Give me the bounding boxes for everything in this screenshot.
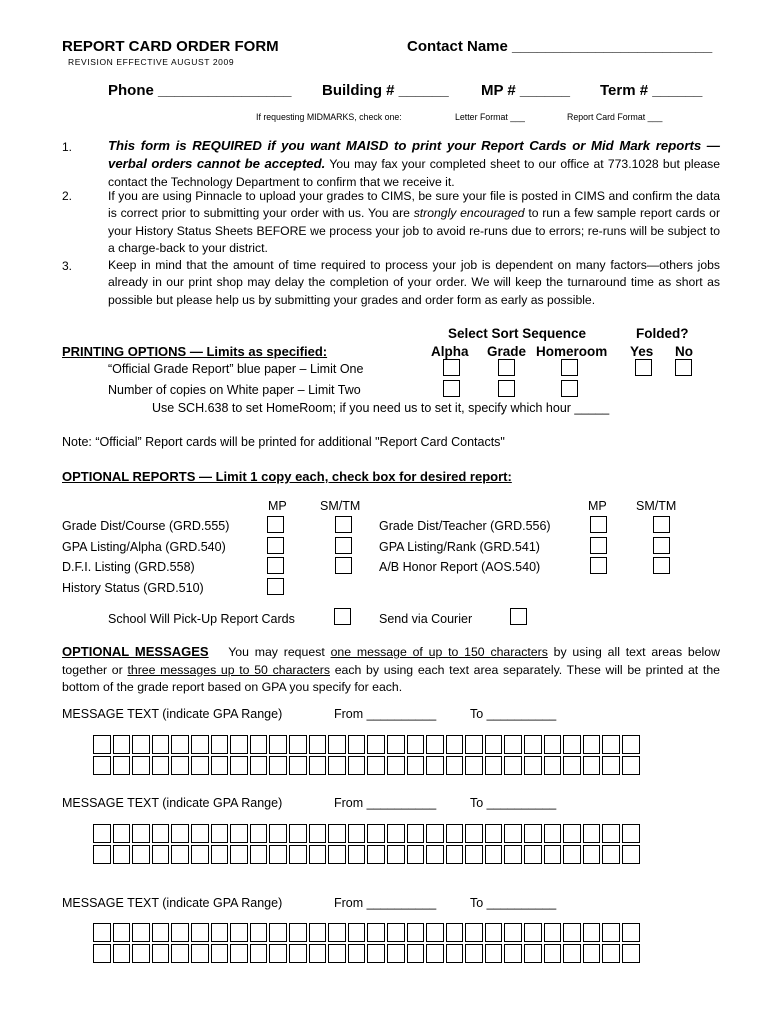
character-box[interactable]	[132, 824, 150, 843]
message-3-from[interactable]: From __________	[334, 896, 437, 910]
message-2-from[interactable]: From __________	[334, 796, 437, 810]
midmarks-prompt: If requesting MIDMARKS, check one:	[256, 112, 402, 122]
character-box[interactable]	[446, 944, 464, 963]
character-box[interactable]	[309, 735, 327, 754]
character-box[interactable]	[485, 845, 503, 864]
character-box[interactable]	[93, 944, 111, 963]
character-box[interactable]	[211, 845, 229, 864]
character-box[interactable]	[230, 923, 248, 942]
character-box[interactable]	[93, 923, 111, 942]
character-box[interactable]	[426, 735, 444, 754]
character-box[interactable]	[269, 824, 287, 843]
character-box[interactable]	[113, 824, 131, 843]
pickup-checkbox[interactable]	[334, 608, 351, 625]
character-box[interactable]	[387, 735, 405, 754]
character-box[interactable]	[289, 756, 307, 775]
character-box[interactable]	[211, 923, 229, 942]
character-box[interactable]	[602, 923, 620, 942]
white-grade-checkbox[interactable]	[498, 380, 515, 397]
character-box[interactable]	[250, 824, 268, 843]
instruction-2	[108, 188, 720, 257]
messages-intro-b: by using all text areas below together or	[62, 645, 721, 677]
grd556-smtm-checkbox[interactable]	[653, 516, 670, 533]
optional-messages-heading: OPTIONAL MESSAGES	[62, 644, 209, 659]
character-box[interactable]	[348, 824, 366, 843]
left-col-smtm: SM/TM	[320, 499, 361, 513]
character-box[interactable]	[93, 845, 111, 864]
character-box[interactable]	[348, 944, 366, 963]
character-box[interactable]	[524, 944, 542, 963]
character-box[interactable]	[191, 824, 209, 843]
mp-field[interactable]: MP # ______	[481, 82, 570, 99]
character-box[interactable]	[171, 845, 189, 864]
messages-intro-c: each by using each text area separately. These will be printed at the bottom of the grade report based on GPA you specify for each.	[62, 662, 721, 694]
character-box[interactable]	[309, 923, 327, 942]
character-box[interactable]	[544, 756, 562, 775]
character-box[interactable]	[485, 944, 503, 963]
instruction-1-text: You may fax your completed sheet to our office at 773.1028 but please contact the Technology Department to confirm that we receive it.	[108, 157, 720, 189]
message-2-label: MESSAGE TEXT (indicate GPA Range)	[62, 796, 283, 810]
character-box[interactable]	[583, 944, 601, 963]
phone-field[interactable]: Phone ________________	[108, 82, 292, 99]
character-box[interactable]	[171, 944, 189, 963]
message-3-grid[interactable]	[92, 923, 641, 965]
grd558-mp-checkbox[interactable]	[267, 557, 284, 574]
character-box[interactable]	[622, 735, 640, 754]
character-box[interactable]	[211, 756, 229, 775]
character-box[interactable]	[524, 923, 542, 942]
character-box[interactable]	[563, 824, 581, 843]
character-box[interactable]	[563, 944, 581, 963]
character-box[interactable]	[113, 923, 131, 942]
character-box[interactable]	[230, 824, 248, 843]
character-box[interactable]	[113, 756, 131, 775]
instruction-1	[108, 137, 720, 191]
character-box[interactable]	[171, 824, 189, 843]
character-box[interactable]	[563, 923, 581, 942]
white-homeroom-checkbox[interactable]	[561, 380, 578, 397]
character-box[interactable]	[132, 756, 150, 775]
white-paper-row: Number of copies on White paper – Limit Two	[108, 383, 361, 397]
folded-heading: Folded?	[636, 326, 689, 341]
message-2-grid[interactable]	[92, 824, 641, 866]
character-box[interactable]	[426, 824, 444, 843]
character-box[interactable]	[171, 923, 189, 942]
character-box[interactable]	[152, 845, 170, 864]
official-alpha-checkbox[interactable]	[443, 359, 460, 376]
official-note: Note: “Official” Report cards will be printed for additional "Report Card Contacts"	[62, 435, 505, 449]
character-box[interactable]	[387, 824, 405, 843]
instruction-1-bold: This form is REQUIRED if you want MAISD to print your Report Cards or Mid Mark reports — verbal orders cannot be accepted.	[108, 138, 720, 172]
white-alpha-checkbox[interactable]	[443, 380, 460, 397]
grd540-mp-checkbox[interactable]	[267, 537, 284, 554]
character-box[interactable]	[407, 923, 425, 942]
character-box[interactable]	[152, 824, 170, 843]
message-1-from[interactable]: From __________	[334, 707, 437, 721]
character-box[interactable]	[230, 756, 248, 775]
character-box[interactable]	[524, 824, 542, 843]
character-box[interactable]	[250, 735, 268, 754]
character-box[interactable]	[504, 824, 522, 843]
character-box[interactable]	[309, 845, 327, 864]
pickup-label: School Will Pick-Up Report Cards	[108, 612, 295, 626]
left-col-mp: MP	[268, 499, 287, 513]
aos540-smtm-checkbox[interactable]	[653, 557, 670, 574]
character-box[interactable]	[152, 923, 170, 942]
character-box[interactable]	[367, 944, 385, 963]
message-1-grid[interactable]	[92, 735, 641, 777]
character-box[interactable]	[367, 845, 385, 864]
character-box[interactable]	[544, 944, 562, 963]
character-box[interactable]	[211, 944, 229, 963]
character-box[interactable]	[485, 756, 503, 775]
right-col-mp: MP	[588, 499, 607, 513]
character-box[interactable]	[504, 845, 522, 864]
character-box[interactable]	[504, 944, 522, 963]
character-box[interactable]	[113, 845, 131, 864]
letter-format-option[interactable]: Letter Format ___	[455, 112, 525, 122]
character-box[interactable]	[211, 735, 229, 754]
character-box[interactable]	[191, 756, 209, 775]
character-box[interactable]	[328, 824, 346, 843]
character-box[interactable]	[426, 923, 444, 942]
report-grd510: History Status (GRD.510)	[62, 581, 204, 595]
character-box[interactable]	[132, 944, 150, 963]
character-box[interactable]	[93, 735, 111, 754]
character-box[interactable]	[524, 756, 542, 775]
character-box[interactable]	[583, 756, 601, 775]
col-homeroom: Homeroom	[536, 344, 608, 359]
character-box[interactable]	[191, 923, 209, 942]
optional-reports-heading: OPTIONAL REPORTS — Limit 1 copy each, check box for desired report:	[62, 469, 512, 484]
form-title: REPORT CARD ORDER FORM	[62, 38, 279, 55]
character-box[interactable]	[583, 824, 601, 843]
character-box[interactable]	[211, 824, 229, 843]
character-box[interactable]	[504, 756, 522, 775]
grd558-smtm-checkbox[interactable]	[335, 557, 352, 574]
item-number-2: 2.	[62, 189, 73, 203]
grd540-smtm-checkbox[interactable]	[335, 537, 352, 554]
report-grd556: Grade Dist/Teacher (GRD.556)	[379, 519, 551, 533]
character-box[interactable]	[152, 756, 170, 775]
character-box[interactable]	[602, 756, 620, 775]
character-box[interactable]	[348, 845, 366, 864]
grd541-mp-checkbox[interactable]	[590, 537, 607, 554]
character-box[interactable]	[387, 923, 405, 942]
character-box[interactable]	[426, 845, 444, 864]
character-box[interactable]	[407, 756, 425, 775]
character-box[interactable]	[367, 923, 385, 942]
character-box[interactable]	[583, 845, 601, 864]
character-box[interactable]	[348, 735, 366, 754]
character-box[interactable]	[622, 756, 640, 775]
col-yes: Yes	[630, 344, 654, 359]
character-box[interactable]	[113, 735, 131, 754]
character-box[interactable]	[544, 923, 562, 942]
character-box[interactable]	[230, 735, 248, 754]
character-box[interactable]	[563, 756, 581, 775]
character-box[interactable]	[309, 756, 327, 775]
official-grade-checkbox[interactable]	[498, 359, 515, 376]
grd555-smtm-checkbox[interactable]	[335, 516, 352, 533]
character-box[interactable]	[446, 923, 464, 942]
character-box[interactable]	[113, 944, 131, 963]
character-box[interactable]	[328, 756, 346, 775]
character-box[interactable]	[583, 735, 601, 754]
character-box[interactable]	[465, 824, 483, 843]
character-box[interactable]	[289, 923, 307, 942]
character-box[interactable]	[583, 923, 601, 942]
character-box[interactable]	[269, 756, 287, 775]
character-box[interactable]	[191, 735, 209, 754]
character-box[interactable]	[93, 824, 111, 843]
character-box[interactable]	[191, 944, 209, 963]
homeroom-note: Use SCH.638 to set HomeRoom; if you need us to set it, specify which hour _____	[152, 401, 610, 415]
character-box[interactable]	[230, 944, 248, 963]
character-box[interactable]	[328, 944, 346, 963]
character-box[interactable]	[622, 944, 640, 963]
contact-name-field[interactable]: Contact Name ________________________	[407, 38, 713, 55]
character-box[interactable]	[407, 944, 425, 963]
character-box[interactable]	[367, 756, 385, 775]
message-3-label: MESSAGE TEXT (indicate GPA Range)	[62, 896, 283, 910]
character-box[interactable]	[289, 944, 307, 963]
character-box[interactable]	[269, 735, 287, 754]
character-box[interactable]	[309, 824, 327, 843]
character-box[interactable]	[544, 735, 562, 754]
character-box[interactable]	[602, 845, 620, 864]
character-box[interactable]	[250, 756, 268, 775]
character-box[interactable]	[622, 923, 640, 942]
building-field[interactable]: Building # ______	[322, 82, 449, 99]
character-box[interactable]	[250, 923, 268, 942]
character-box[interactable]	[426, 944, 444, 963]
col-no: No	[675, 344, 693, 359]
character-box[interactable]	[485, 923, 503, 942]
character-box[interactable]	[289, 845, 307, 864]
courier-checkbox[interactable]	[510, 608, 527, 625]
character-box[interactable]	[485, 735, 503, 754]
messages-intro	[62, 643, 720, 697]
character-box[interactable]	[250, 944, 268, 963]
report-card-format-option[interactable]: Report Card Format ___	[567, 112, 663, 122]
character-box[interactable]	[289, 824, 307, 843]
messages-option-50: three messages up to 50 characters	[127, 662, 330, 677]
character-box[interactable]	[367, 735, 385, 754]
character-box[interactable]	[152, 944, 170, 963]
messages-intro-a: You may request	[228, 645, 325, 659]
character-box[interactable]	[93, 756, 111, 775]
character-box[interactable]	[465, 756, 483, 775]
character-box[interactable]	[328, 923, 346, 942]
message-1-to[interactable]: To __________	[470, 707, 557, 721]
col-grade: Grade	[487, 344, 527, 359]
grd541-smtm-checkbox[interactable]	[653, 537, 670, 554]
character-box[interactable]	[387, 845, 405, 864]
character-box[interactable]	[328, 735, 346, 754]
official-grade-report-row: “Official Grade Report” blue paper – Limit One	[108, 362, 364, 376]
character-box[interactable]	[544, 845, 562, 864]
revision-note: REVISION EFFECTIVE AUGUST 2009	[68, 57, 235, 67]
character-box[interactable]	[446, 824, 464, 843]
item-number-1: 1.	[62, 140, 73, 154]
grd555-mp-checkbox[interactable]	[267, 516, 284, 533]
character-box[interactable]	[269, 923, 287, 942]
character-box[interactable]	[191, 845, 209, 864]
character-box[interactable]	[465, 923, 483, 942]
character-box[interactable]	[387, 756, 405, 775]
folded-no-checkbox[interactable]	[675, 359, 692, 376]
character-box[interactable]	[269, 944, 287, 963]
character-box[interactable]	[563, 845, 581, 864]
message-2-to[interactable]: To __________	[470, 796, 557, 810]
message-3-to[interactable]: To __________	[470, 896, 557, 910]
character-box[interactable]	[269, 845, 287, 864]
character-box[interactable]	[132, 923, 150, 942]
character-box[interactable]	[407, 845, 425, 864]
character-box[interactable]	[602, 735, 620, 754]
character-box[interactable]	[250, 845, 268, 864]
character-box[interactable]	[387, 944, 405, 963]
report-grd540: GPA Listing/Alpha (GRD.540)	[62, 540, 226, 554]
message-1-label: MESSAGE TEXT (indicate GPA Range)	[62, 707, 283, 721]
character-box[interactable]	[465, 944, 483, 963]
courier-label: Send via Courier	[379, 612, 473, 626]
character-box[interactable]	[426, 756, 444, 775]
character-box[interactable]	[446, 756, 464, 775]
character-box[interactable]	[446, 845, 464, 864]
report-grd541: GPA Listing/Rank (GRD.541)	[379, 540, 540, 554]
character-box[interactable]	[171, 756, 189, 775]
character-box[interactable]	[602, 824, 620, 843]
character-box[interactable]	[504, 735, 522, 754]
character-box[interactable]	[328, 845, 346, 864]
character-box[interactable]	[152, 735, 170, 754]
character-box[interactable]	[348, 923, 366, 942]
aos540-mp-checkbox[interactable]	[590, 557, 607, 574]
term-field[interactable]: Term # ______	[600, 82, 703, 99]
report-grd555: Grade Dist/Course (GRD.555)	[62, 519, 230, 533]
character-box[interactable]	[230, 845, 248, 864]
character-box[interactable]	[367, 824, 385, 843]
instruction-2-emphasis: strongly encouraged	[413, 206, 525, 221]
grd556-mp-checkbox[interactable]	[590, 516, 607, 533]
character-box[interactable]	[524, 845, 542, 864]
character-box[interactable]	[132, 735, 150, 754]
character-box[interactable]	[544, 824, 562, 843]
col-alpha: Alpha	[431, 344, 469, 359]
folded-yes-checkbox[interactable]	[635, 359, 652, 376]
character-box[interactable]	[622, 845, 640, 864]
instruction-2-text-a: If you are using Pinnacle to upload your grades to CIMS, be sure your file is posted in CIMS and confirm the data is correct prior to submitting your order with us. You are	[108, 189, 720, 221]
character-box[interactable]	[348, 756, 366, 775]
report-aos540: A/B Honor Report (AOS.540)	[379, 560, 541, 574]
character-box[interactable]	[446, 735, 464, 754]
instruction-3: Keep in mind that the amount of time required to process your job is dependent on many factors—others jobs already in our print shop may delay the completion of your order. We will keep the turnaround time as short as possible but please help us by submitting your grades and order form as early as possible.	[108, 258, 720, 307]
official-homeroom-checkbox[interactable]	[561, 359, 578, 376]
grd510-mp-checkbox[interactable]	[267, 578, 284, 595]
character-box[interactable]	[465, 845, 483, 864]
messages-option-150: one message of up to 150 characters	[330, 645, 548, 659]
character-box[interactable]	[289, 735, 307, 754]
sort-sequence-heading: Select Sort Sequence	[448, 326, 587, 341]
character-box[interactable]	[407, 735, 425, 754]
character-box[interactable]	[485, 824, 503, 843]
character-box[interactable]	[309, 944, 327, 963]
printing-options-heading: PRINTING OPTIONS — Limits as specified:	[62, 344, 328, 359]
report-grd558: D.F.I. Listing (GRD.558)	[62, 560, 195, 574]
character-box[interactable]	[602, 944, 620, 963]
item-number-3: 3.	[62, 259, 73, 273]
right-col-smtm: SM/TM	[636, 499, 677, 513]
character-box[interactable]	[171, 735, 189, 754]
character-box[interactable]	[132, 845, 150, 864]
character-box[interactable]	[504, 923, 522, 942]
instruction-2-text-b: to run a few sample report cards or your History Status Sheets BEFORE we process your job to avoid re-runs due to errors; re-runs will be subject to a charge-back to your district.	[108, 206, 721, 255]
character-box[interactable]	[524, 735, 542, 754]
character-box[interactable]	[563, 735, 581, 754]
character-box[interactable]	[465, 735, 483, 754]
character-box[interactable]	[622, 824, 640, 843]
character-box[interactable]	[407, 824, 425, 843]
